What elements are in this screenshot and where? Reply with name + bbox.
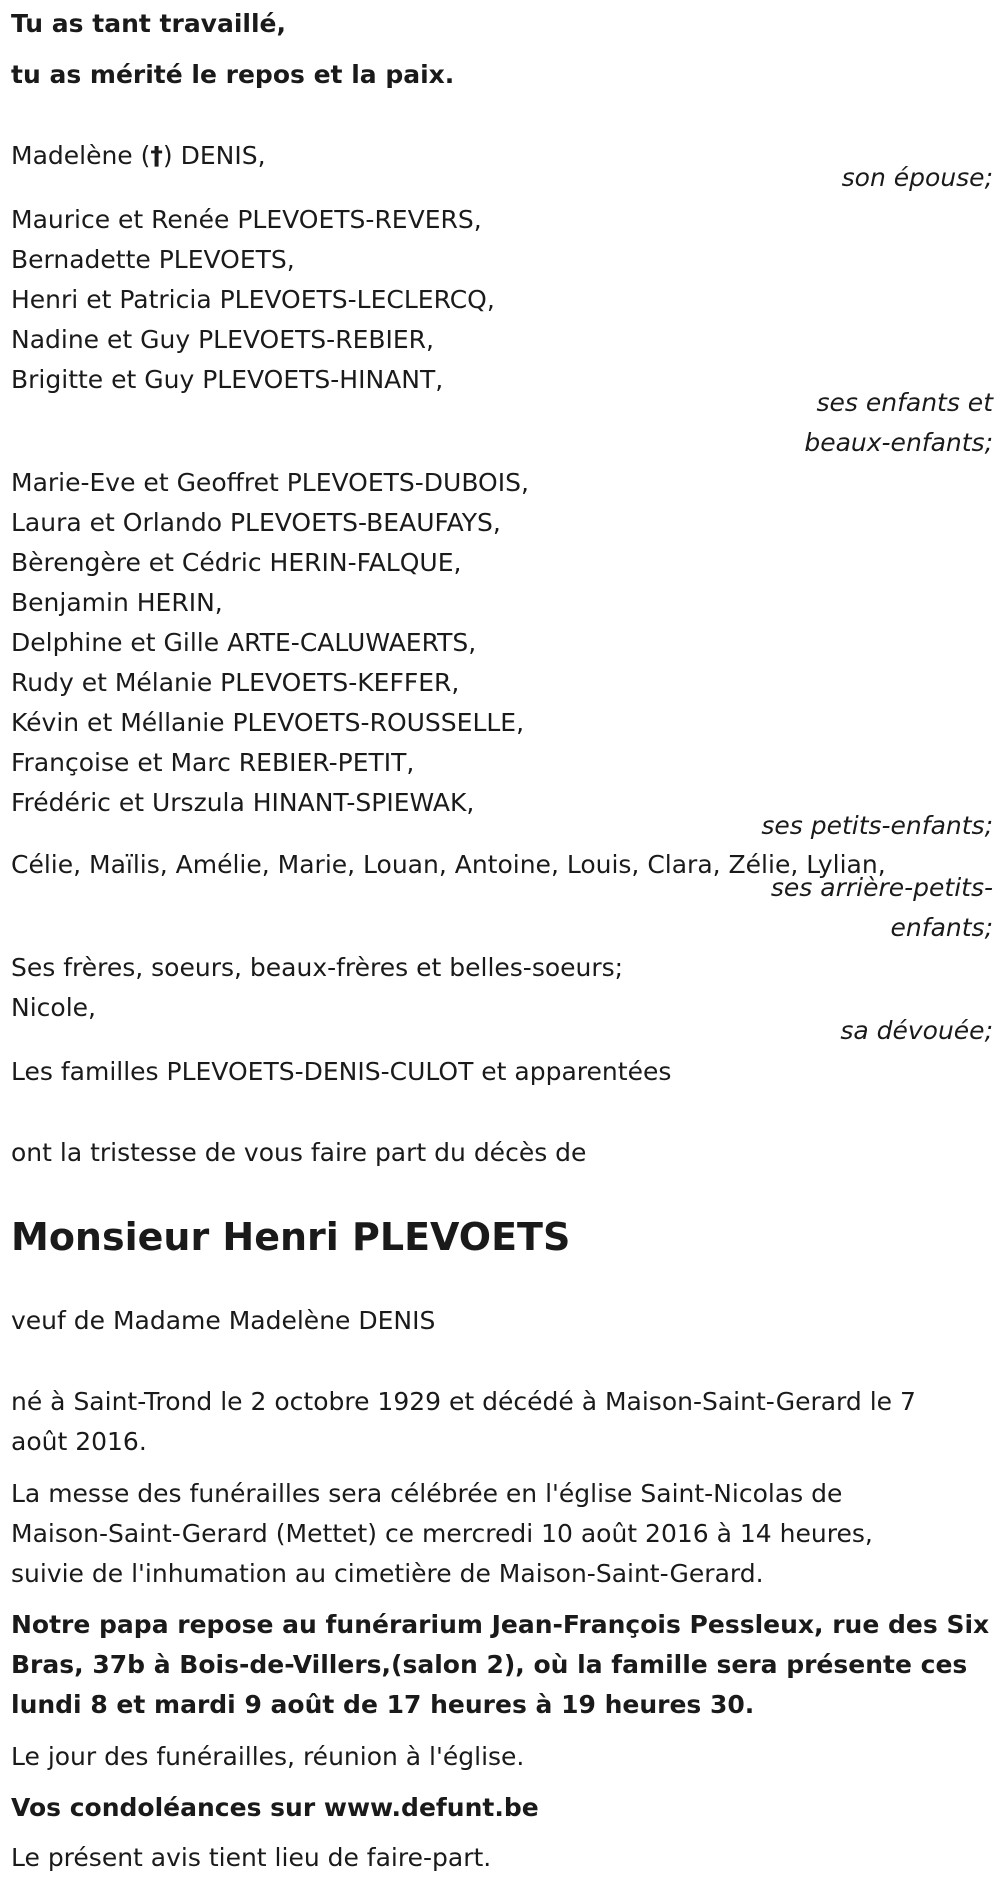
funeral-mass-line: suivie de l'inhumation au cimetière de Maison-Saint-Gerard.	[11, 1559, 764, 1588]
grandchild-name: Benjamin HERIN,	[11, 588, 223, 617]
child-name: Maurice et Renée PLEVOETS-REVERS,	[11, 205, 482, 234]
deceased-name: Monsieur Henri PLEVOETS	[11, 1215, 571, 1259]
epigraph-line: tu as mérité le repos et la paix.	[11, 60, 455, 89]
announcement: ont la tristesse de vous faire part du décès de	[11, 1138, 587, 1167]
meeting-line: Le jour des funérailles, réunion à l'église.	[11, 1742, 525, 1771]
grandchild-name: Françoise et Marc REBIER-PETIT,	[11, 748, 415, 777]
notice-line: Le présent avis tient lieu de faire-part.	[11, 1843, 492, 1872]
grandchild-name: Laura et Orlando PLEVOETS-BEAUFAYS,	[11, 508, 501, 537]
families-line: Les familles PLEVOETS-DENIS-CULOT et apparentées	[11, 1057, 672, 1086]
grandchild-name: Rudy et Mélanie PLEVOETS-KEFFER,	[11, 668, 460, 697]
spouse-role: son épouse;	[841, 163, 993, 192]
caregiver-name: Nicole,	[11, 993, 96, 1022]
funeral-mass-line: La messe des funérailles sera célébrée en l'église Saint-Nicolas de	[11, 1479, 843, 1508]
grandchild-name: Kévin et Méllanie PLEVOETS-ROUSSELLE,	[11, 708, 525, 737]
visitation-line: Notre papa repose au funérarium Jean-François Pessleux, rue des Six	[11, 1610, 990, 1639]
visitation-line: Bras, 37b à Bois-de-Villers,(salon 2), où la famille sera présente ces	[11, 1650, 968, 1679]
children-role: beaux-enfants;	[804, 428, 993, 457]
spouse-name: Madelène (†) DENIS,	[11, 141, 266, 170]
child-name: Henri et Patricia PLEVOETS-LECLERCQ,	[11, 285, 495, 314]
widower-line: veuf de Madame Madelène DENIS	[11, 1306, 436, 1335]
grandchildren-role: ses petits-enfants;	[761, 811, 993, 840]
great-grandchildren-role: enfants;	[890, 913, 993, 942]
grandchild-name: Delphine et Gille ARTE-CALUWAERTS,	[11, 628, 477, 657]
grandchild-name: Frédéric et Urszula HINANT-SPIEWAK,	[11, 788, 475, 817]
children-role: ses enfants et	[816, 388, 993, 417]
child-name: Nadine et Guy PLEVOETS-REBIER,	[11, 325, 434, 354]
birth-death-line: né à Saint-Trond le 2 octobre 1929 et décédé à Maison-Saint-Gerard le 7	[11, 1387, 916, 1416]
great-grandchildren-role: ses arrière-petits-	[770, 873, 993, 902]
birth-death-line: août 2016.	[11, 1427, 147, 1456]
cross-icon: †	[150, 141, 163, 170]
condolences-line: Vos condoléances sur www.defunt.be	[11, 1793, 539, 1822]
epigraph-line: Tu as tant travaillé,	[11, 9, 287, 38]
caregiver-role: sa dévouée;	[840, 1016, 993, 1045]
grandchild-name: Bèrengère et Cédric HERIN-FALQUE,	[11, 548, 462, 577]
great-grandchildren-names: Célie, Maïlis, Amélie, Marie, Louan, Antoine, Louis, Clara, Zélie, Lylian,	[11, 850, 886, 879]
child-name: Bernadette PLEVOETS,	[11, 245, 295, 274]
grandchild-name: Marie-Eve et Geoffret PLEVOETS-DUBOIS,	[11, 468, 529, 497]
siblings-line: Ses frères, soeurs, beaux-frères et belles-soeurs;	[11, 953, 624, 982]
child-name: Brigitte et Guy PLEVOETS-HINANT,	[11, 365, 444, 394]
funeral-mass-line: Maison-Saint-Gerard (Mettet) ce mercredi 10 août 2016 à 14 heures,	[11, 1519, 873, 1548]
visitation-line: lundi 8 et mardi 9 août de 17 heures à 19 heures 30.	[11, 1690, 755, 1719]
